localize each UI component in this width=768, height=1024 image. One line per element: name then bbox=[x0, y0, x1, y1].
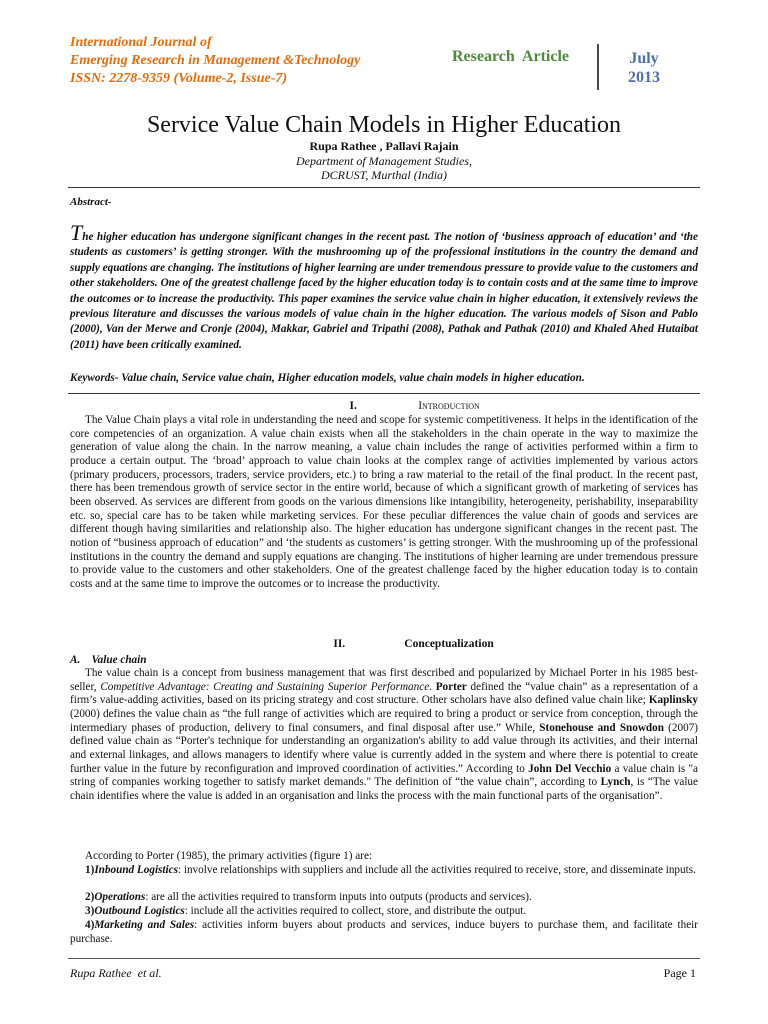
book-title: Competitive Advantage: Creating and Sustaining Superior Performance bbox=[100, 680, 430, 693]
list-number: 1) bbox=[85, 864, 95, 876]
author-vecchio: John Del Vecchio bbox=[528, 762, 612, 775]
list-term: Marketing and Sales bbox=[94, 919, 195, 931]
affiliation bbox=[0, 154, 768, 182]
issue-year: 2013 bbox=[628, 69, 660, 86]
text-run: , is “The value chain identifies where the value is added in an organisation and links the process with the main functional parts of the organisation”. bbox=[70, 776, 698, 802]
footer-authors: Rupa Rathee et al. bbox=[70, 966, 162, 980]
list-desc: : activities inform buyers about products and services, induce buyers to purchase them, and facilitate their purchase. bbox=[70, 919, 698, 945]
value-chain-paragraph bbox=[70, 667, 698, 804]
text-run: a value chain is "a string of companies working together to satisfy market demands." The definition of “the value chain”, according to bbox=[70, 762, 698, 789]
issue-date bbox=[612, 49, 676, 87]
article-type: Research Article bbox=[452, 48, 569, 65]
abstract-dropcap: T bbox=[70, 220, 83, 245]
list-desc: : include all the activities required to collect, store, and distribute the output. bbox=[184, 905, 527, 917]
list-term: Inbound Logistics bbox=[94, 864, 178, 876]
author-lynch: Lynch bbox=[600, 776, 631, 789]
journal-header bbox=[70, 34, 360, 88]
abstract-rule bbox=[68, 393, 700, 394]
author-porter: Porter bbox=[435, 680, 467, 693]
section-2-heading bbox=[0, 638, 768, 650]
section-1-number: I. bbox=[349, 400, 357, 412]
list-desc: : involve relationships with suppliers and include all the activities required to receive, store, and disseminate inputs. bbox=[177, 864, 696, 876]
text-run: The value chain is a concept from business management that was first described and popularized by Michael Porter in his 1985 best-seller, bbox=[70, 667, 698, 693]
text-run: defined the “value chain” as a representation of a firm’s value-adding activities, based on its pricing strategy and cost structure. Other scholars have also defined value chain like; bbox=[70, 680, 699, 707]
author-stonehouse: Stonehouse and Snowdon bbox=[539, 721, 664, 734]
keywords: Keywords- Value chain, Service value chain, Higher education models, value chain models in higher education. bbox=[70, 372, 585, 384]
list-item bbox=[70, 864, 698, 878]
abstract-body: he higher education has undergone significant changes in the recent past. The notion of ‘business approach of education’ and ‘the students as customers’ is getting stronger. With the mushrooming up of the professional institutions in the country the demand and supply equations are changing. The institutions of higher learning are under tremendous pressure to provide value to the customers and other stakeholders. One of the greatest challenge faced by the higher education today is to contain costs and at the same time to improve the outcomes or to increase the productivity. This paper examines the service value chain in higher education, it extensively reviews the previous literature and discusses the various models of value chain in the higher education. The various models of Sison and Pablo (2000), Van der Merwe and Cronje (2004), Makkar, Gabriel and Tripathi (2008), Pathak and Pathak (2010) and Khaled Ahed Hutaibat (2011) have been critically examined. bbox=[70, 231, 698, 351]
paper-authors: Rupa Rathee , Pallavi Rajain bbox=[309, 139, 459, 153]
list-number: 4) bbox=[85, 919, 95, 931]
intro-paragraph: The Value Chain plays a vital role in understanding the need and scope for systemic competitiveness. It helps in the identification of the core competencies of an organization. A value chain exists when all the stakeholders in the chain operate in the way to maximize the generation of value along the chain. In the narrow meaning, a value chain includes the range of activities performed within a firm to produce a certain output. The ‘broad’ approach to value chain looks at the complex range of activities implemented by various actors (primary producers, processors, traders, service providers, etc.) to bring a raw material to the retail of the final product. In the recent past, there has been tremendous growth of service sector in the entire world, because of which a significant growth of marketing of services has been observed. As services are different from goods on the various dimensions like intangibility, heterogeneity, perishability, inseparability etc. so, special care has to be taken while marketing services. For these peculiar differences the value chain of goods and services are different though having similarities and relationship also. The higher education has undergone significant changes in the recent past. The notion of “business approach of education” and ‘the students as customers’ is getting stronger. With the mushrooming up of the professional institutions in the country the demand and supply equations are changing. The institutions of higher learning are under tremendous pressure to provide value to the customers and other stakeholders. One of the greatest challenge faced by the higher education today is to contain costs and at the same time to improve the outcomes or to increase the productivity. bbox=[70, 414, 698, 590]
author-kaplinsky: Kaplinsky bbox=[648, 694, 698, 707]
header-divider bbox=[597, 44, 599, 90]
page-number: Page 1 bbox=[663, 966, 696, 980]
list-term: Outbound Logistics bbox=[94, 905, 185, 917]
journal-issn: ISSN: 2278-9359 (Volume-2, Issue-7) bbox=[70, 71, 288, 86]
list-number: 2) bbox=[85, 891, 95, 903]
abstract-text bbox=[70, 220, 698, 353]
journal-name-line2: Emerging Research in Management &Technology bbox=[70, 53, 361, 68]
paper-title: Service Value Chain Models in Higher Education bbox=[146, 112, 622, 138]
list-number: 3) bbox=[85, 905, 95, 917]
list-item bbox=[70, 905, 698, 919]
list-desc: : are all the activities required to transform inputs into outputs (products and services). bbox=[145, 891, 532, 903]
affiliation-dept: Department of Management Studies, bbox=[296, 154, 472, 168]
section-1-heading bbox=[0, 400, 768, 412]
text-run: (2007) defined value chain as “Porter's technique for understanding an organization's ability to add value through its activities, and their internal and external linkages, and allows managers to identify where value is currently added in the system and where there is potential to create further value in the future by reconfiguration and improved coordination of activities.” According to bbox=[70, 721, 699, 775]
section-2-title: Conceptualization bbox=[404, 638, 494, 650]
primary-activities-intro: According to Porter (1985), the primary activities (figure 1) are: bbox=[85, 850, 373, 862]
list-item bbox=[70, 919, 698, 946]
text-run: . bbox=[429, 680, 436, 693]
text-run: (2000) defines the value chain as “the full range of activities which are required to bring a product or service from conception, through the intermediary phases of production, delivery to final consumers, and final disposal after use.” While, bbox=[70, 707, 698, 734]
section-2-number: II. bbox=[333, 638, 346, 650]
section-1-title: Introduction bbox=[418, 400, 480, 412]
subsection-value-chain: A. Value chain bbox=[70, 654, 147, 666]
abstract-label: Abstract- bbox=[70, 196, 112, 208]
footer-rule bbox=[68, 958, 700, 959]
list-term: Operations bbox=[94, 891, 146, 903]
issue-month: July bbox=[629, 50, 659, 67]
journal-name-line1: International Journal of bbox=[70, 35, 212, 50]
title-rule bbox=[68, 187, 700, 188]
affiliation-place: DCRUST, Murthal (India) bbox=[320, 168, 448, 182]
list-item bbox=[70, 891, 698, 905]
